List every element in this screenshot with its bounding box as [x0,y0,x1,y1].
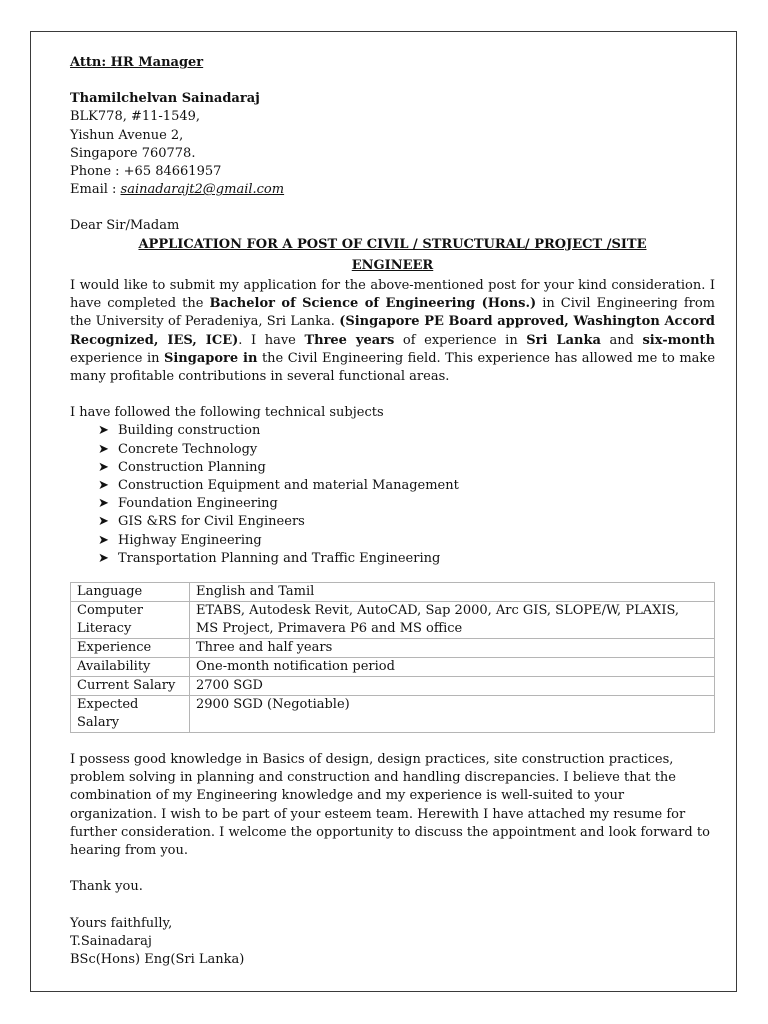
list-item [98,513,715,531]
text-run: . I have [238,332,305,348]
subject-label: Transportation Planning and Traffic Engineering [118,550,441,566]
list-item [98,495,715,513]
table-key: Current Salary [71,677,190,696]
table-row [71,583,715,602]
subject-label: Construction Planning [118,459,266,475]
arrowhead-bullet-icon: ➤ [98,550,109,566]
salutation: Dear Sir/Madam [70,218,180,234]
table-row [71,677,715,696]
arrowhead-bullet-icon: ➤ [98,478,109,494]
subject-label: Concrete Technology [118,441,258,457]
table-value-line: ETABS, Autodesk Revit, AutoCAD, Sap 2000, Arc GIS, SLOPE/W, PLAXIS, [196,603,680,619]
accreditation-emphasis: (Singapore PE Board approved, Washington Accord Recognized, IES, ICE) [70,314,715,348]
email-link[interactable]: sainadarajt2@gmail.com [120,182,285,198]
details-table [70,582,715,733]
table-value: 2900 SGD (Negotiable) [190,696,715,733]
subject-label: GIS &RS for Civil Engineers [118,514,305,530]
subject-label: Building construction [118,423,261,439]
subjects-intro: I have followed the following technical subjects [70,405,384,421]
email-label: Email : [70,182,121,198]
table-key-line: Literacy [77,621,132,637]
table-row [71,602,715,639]
closing-line: Yours faithfully, [70,915,173,931]
address-line: Yishun Avenue 2, [70,127,184,143]
arrowhead-bullet-icon: ➤ [98,423,109,439]
arrowhead-bullet-icon: ➤ [98,532,109,548]
email-line [70,181,715,199]
thanks-line: Thank you. [70,879,143,895]
country-emphasis: Sri Lanka [526,332,601,348]
degree-emphasis: Bachelor of Science of Engineering (Hons.) [209,296,537,312]
subject-heading-line-1: APPLICATION FOR A POST OF CIVIL / STRUCTURAL/ PROJECT /SITE [138,236,647,252]
closing-paragraph: I possess good knowledge in Basics of design, design practices, site construction practices, problem solving in planning and construction and handling discrepancies. I believe that the combination of my Engineering knowledge and my experience is well-suited to your organization. I wish to be part of your esteem team. Herewith I have attached my resume for further consideration. I welcome the opportunity to discuss the appointment and look forward to hearing from you. [70,752,710,859]
phone-line: Phone : +65 84661957 [70,164,222,180]
text-run: of experience in [394,332,527,348]
signature-degree: BSc(Hons) Eng(Sri Lanka) [70,951,245,967]
table-value: One-month notification period [190,658,715,677]
years-emphasis: Three years [304,332,395,348]
text-run: the Civil Engineering field. This experience has allowed me to make many profitable contributions in several functional areas. [70,350,716,385]
sender-name: Thamilchelvan Sainadaraj [70,91,260,107]
list-item [98,459,715,477]
arrowhead-bullet-icon: ➤ [98,441,109,457]
list-item [98,441,715,459]
list-item [98,550,715,568]
table-key: Experience [71,639,190,658]
cover-letter [70,54,715,969]
table-key [71,602,190,639]
table-row [71,639,715,658]
attn-heading: Attn: HR Manager [70,55,204,70]
duration-emphasis: six-month [642,332,715,348]
subject-heading-line-2: ENGINEER [351,257,434,273]
table-key: Expected Salary [71,696,190,733]
table-key-line: Computer [77,603,143,619]
list-item [98,532,715,550]
arrowhead-bullet-icon: ➤ [98,514,109,530]
table-row [71,696,715,733]
table-value: Three and half years [190,639,715,658]
list-item [98,422,715,440]
table-value [190,602,715,639]
subject-label: Construction Equipment and material Management [118,478,459,494]
table-key: Availability [71,658,190,677]
address-line: BLK778, #11-1549, [70,109,201,125]
text-run: and [600,332,643,348]
text-run: in Civil Engineering from the University of Peradeniya, Sri Lanka. [70,296,716,330]
intro-paragraph [70,277,715,386]
sender-block [70,90,715,199]
address-line: Singapore 760778. [70,145,196,161]
subject-label: Highway Engineering [118,532,262,548]
arrowhead-bullet-icon: ➤ [98,496,109,512]
subjects-list [70,422,715,568]
table-value-line: MS Project, Primavera P6 and MS office [196,621,463,637]
country-emphasis: Singapore in [163,350,258,366]
list-item [98,477,715,495]
table-row [71,658,715,677]
table-key: Language [71,583,190,602]
text-run: experience in [70,350,164,366]
table-value: 2700 SGD [190,677,715,696]
arrowhead-bullet-icon: ➤ [98,459,109,475]
signature-name: T.Sainadaraj [70,933,152,949]
subject-label: Foundation Engineering [118,496,278,512]
table-value: English and Tamil [190,583,715,602]
text-run: I would like to submit my application for the above-mentioned post for your kind consideration. I have completed the [70,278,715,312]
